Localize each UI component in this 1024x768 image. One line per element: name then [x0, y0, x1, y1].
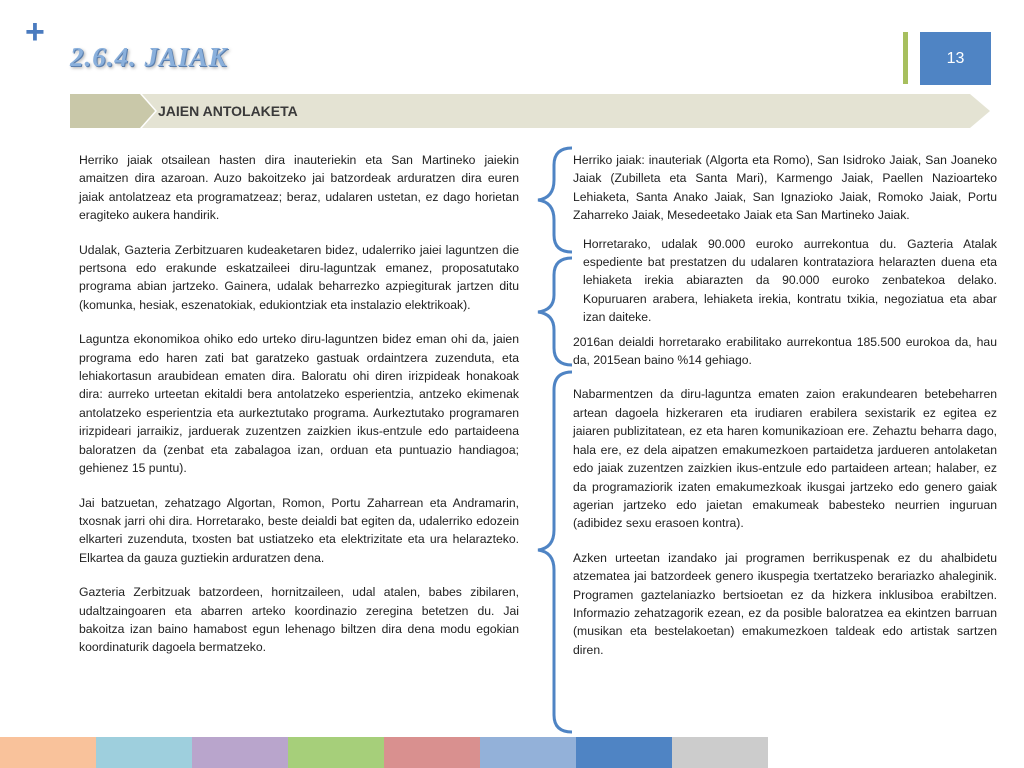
page-number: 13 [920, 32, 991, 85]
right-paragraph: 2016an deialdi horretarako erabilitako aurrekontua 185.500 eurokoa da, hau da, 2015ean baino %14 gehiago. [573, 334, 997, 368]
footer-stripe [288, 737, 384, 768]
left-paragraph: Gazteria Zerbitzuak batzordeen, hornitzaileen, udal atalen, babes zibilaren, udaltzaingoaren eta abarren arteko koordinazio zeregina betetzen du. Jai bakoitza izan baino hamabost egun lehenago biltzen dira dena modu egokian koordinaturik dagoela bermatzeko. [79, 585, 519, 655]
brace-top [538, 148, 572, 252]
footer-stripe [576, 737, 672, 768]
footer-color-bar [0, 737, 768, 768]
brace-middle [538, 258, 572, 365]
right-paragraph: Horretarako, udalak 90.000 euroko aurrekontua du. Gazteria Atalak espediente bat prestatzen du udalaren kontrataziora helarazten duena eta lehiaketa irekia abiarazten da 90.000 euroko zenbatekoa delako. Kopuruaren arabera, lehiaketa irekia, kontratu txikia, negoziatua eta abar izan daiteke. [583, 236, 997, 325]
page-title: 2.6.4. JAIAK [70, 42, 228, 72]
right-paragraph: Azken urteetan izandako jai programen berrikuspenak ez du ahalbidetu atzematea jai batzordeek genero ikuspegia txertatzeko berariazko ahaleginik. Programen gaztelaniazko bertsioetan ez da hizkera inklusiboa erabiltzen. Informazio zehatzagorik ezean, ez da posible baloratzea ea ekintzen barruan (musikan eta bestelakoetan) emakumezkoen taldeak edo artistak sartzen diren. [573, 550, 997, 657]
accent-divider [903, 32, 908, 84]
right-paragraph: Herriko jaiak: inauteriak (Algorta eta Romo), San Isidroko Jaiak, San Joaneko Jaiak (Zubilleta eta Santa Mari), Karmengo Jaiak, Paellen Nazioarteko Lehiaketa, Santa Anako Jaiak, San Ignazioko Jaiak, Romoko Jaiak, Portu Zaharreko Jaiak, Mesedeetako Jaiak eta San Martineko Jaiak. [573, 153, 997, 223]
left-column [79, 151, 519, 673]
left-paragraph: Herriko jaiak otsailean hasten dira inauteriekin eta San Martineko jaiekin amaitzen dira azaroan. Auzo bakoitzeko jai batzordeak arduratzen dira euren jaiak antolatzeaz eta programatzeaz; beraz, udalaren ustetan, ez dago horietan eragiteko aukera handirik. [79, 153, 519, 223]
footer-stripe [384, 737, 480, 768]
section-label: JAIEN ANTOLAKETA [158, 103, 298, 119]
footer-stripe [192, 737, 288, 768]
footer-stripe [0, 737, 96, 768]
left-paragraph: Laguntza ekonomikoa ohiko edo urteko diru-laguntzen bidez eman ohi da, jaien programa edo haren zati bat garatzeko gastuak ordaintzera zuzenduta, eta lehiakortasun araubidean ematen dira. Baloratu ohi diren irizpideak honakoak dira: aurreko urteetan ekitaldi bera antolatzeko esperientzia, antzeko ekimenak antolatzeko esperientzia eta aurkeztutako programa. Aurkeztutako programaren irizpideari jarraikiz, jarduerak zuzentzen zaizkien ikus-entzule edo partaideena baloratzen da (zenbat eta zabalagoa izan, orduan eta puntuazio handiagoa; gehienez 15 puntu). [79, 332, 519, 476]
section-banner [70, 94, 990, 128]
right-paragraph: Nabarmentzen da diru-laguntza ematen zaion erakundearen betebeharren artean dagoela hizkeraren eta irudiaren erabilera sexistarik ez egitea ez jaiaren publizitatean, ez eta haren komunikazioan ere. Zehaztu beharra dago, hala ere, ez dela aipatzen emakumezkoen partaidetza jardueren antolaketan edo jaiak zuzentzen zaizkien ikus-entzule edo partaideen artean; halaber, ez da programaziorik izaten emakumezkoak ikusgai jartzeko edo genero gaiak agerian jartzeko edo jaietan emakumeak babesteko neurrien inguruan (adibidez sexu erasoen kontra). [573, 387, 997, 531]
footer-stripe [480, 737, 576, 768]
left-paragraph: Jai batzuetan, zehatzago Algortan, Romon, Portu Zaharrean eta Andramarin, txosnak jarri ohi dira. Horretarako, beste deialdi bat egiten da, udalerriko edozein elkarteri zuzenduta, txosten bat ustiatzeko eta elektrizitate eta ura helarazteko. Elkartea da gauza guztiekin arduratzen dena. [79, 495, 519, 565]
curly-braces [520, 140, 580, 740]
brace-bottom [538, 372, 572, 732]
left-paragraph: Udalak, Gazteria Zerbitzuaren kudeaketaren bidez, udalerriko jaiei laguntzen die pertsona edo erakunde eskatzaileei diru-laguntzak emanez, proposatutako programa abian jartzeko. Gainera, udalak beharrezko azpiegiturak jartzen ditu (komunka, hesiak, eszenatokiak, edukiontziak eta instalazio elektrikoak). [79, 242, 519, 312]
plus-icon: + [25, 13, 45, 51]
footer-stripe [96, 737, 192, 768]
right-column [573, 151, 997, 659]
footer-stripe [672, 737, 768, 768]
banner-left-chevron [70, 94, 155, 128]
